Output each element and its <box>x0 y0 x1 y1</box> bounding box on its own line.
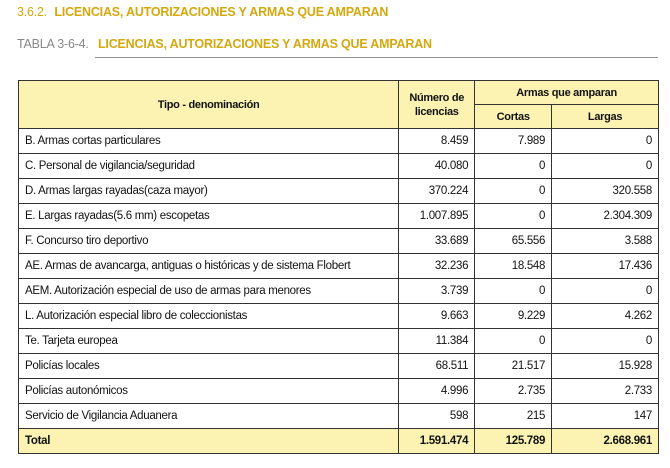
cell-cortas: 21.517 <box>475 354 552 379</box>
table-caption <box>17 37 432 51</box>
header-cortas: Cortas <box>475 105 552 129</box>
cell-tipo: Policías autonómicos <box>19 379 399 404</box>
table-row <box>19 254 659 279</box>
cell-largas: 320.558 <box>552 179 659 204</box>
cell-cortas: 0 <box>475 154 552 179</box>
cell-cortas: 0 <box>475 204 552 229</box>
cell-largas: 4.262 <box>552 304 659 329</box>
cell-tipo: F. Concurso tiro deportivo <box>19 229 399 254</box>
table-row <box>19 304 659 329</box>
table-row <box>19 329 659 354</box>
cell-cortas: 0 <box>475 279 552 304</box>
table-row <box>19 204 659 229</box>
cell-numero: 370.224 <box>399 179 475 204</box>
section-heading <box>17 5 388 19</box>
header-tipo: Tipo - denominación <box>19 81 399 129</box>
cell-largas: 0 <box>552 129 659 154</box>
cell-numero: 11.384 <box>399 329 475 354</box>
total-cortas: 125.789 <box>475 429 552 454</box>
cell-numero: 68.511 <box>399 354 475 379</box>
licenses-table <box>18 80 659 454</box>
cell-tipo: D. Armas largas rayadas(caza mayor) <box>19 179 399 204</box>
cell-tipo: Policías locales <box>19 354 399 379</box>
table-caption-label: TABLA 3-6-4. <box>17 37 89 51</box>
section-number: 3.6.2. <box>17 5 48 19</box>
cell-largas: 2.304.309 <box>552 204 659 229</box>
cell-numero: 1.007.895 <box>399 204 475 229</box>
table-row <box>19 129 659 154</box>
cell-tipo: AEM. Autorización especial de uso de armas para menores <box>19 279 399 304</box>
caption-underline <box>95 57 658 58</box>
cell-numero: 4.996 <box>399 379 475 404</box>
cell-largas: 0 <box>552 329 659 354</box>
cell-tipo: AE. Armas de avancarga, antiguas o históricas y de sistema Flobert <box>19 254 399 279</box>
cell-cortas: 2.735 <box>475 379 552 404</box>
cell-numero: 9.663 <box>399 304 475 329</box>
cell-tipo: C. Personal de vigilancia/seguridad <box>19 154 399 179</box>
cell-cortas: 65.556 <box>475 229 552 254</box>
cell-largas: 147 <box>552 404 659 429</box>
section-title: LICENCIAS, AUTORIZACIONES Y ARMAS QUE AMPARAN <box>54 5 389 19</box>
cell-numero: 598 <box>399 404 475 429</box>
table-row <box>19 279 659 304</box>
total-largas: 2.668.961 <box>552 429 659 454</box>
cell-numero: 32.236 <box>399 254 475 279</box>
cell-numero: 33.689 <box>399 229 475 254</box>
total-row <box>19 429 659 454</box>
header-armas: Armas que amparan <box>475 81 659 105</box>
header-numero: Número de licencias <box>399 81 475 129</box>
cell-cortas: 0 <box>475 329 552 354</box>
cell-tipo: L. Autorización especial libro de coleccionistas <box>19 304 399 329</box>
cell-cortas: 7.989 <box>475 129 552 154</box>
table-row <box>19 379 659 404</box>
cell-tipo: Servicio de Vigilancia Aduanera <box>19 404 399 429</box>
table-row <box>19 154 659 179</box>
cell-tipo: B. Armas cortas particulares <box>19 129 399 154</box>
cell-cortas: 0 <box>475 179 552 204</box>
table-row <box>19 179 659 204</box>
total-label: Total <box>19 429 399 454</box>
cell-largas: 17.436 <box>552 254 659 279</box>
cell-cortas: 18.548 <box>475 254 552 279</box>
total-numero: 1.591.474 <box>399 429 475 454</box>
cell-largas: 0 <box>552 279 659 304</box>
cell-largas: 2.733 <box>552 379 659 404</box>
table-row <box>19 404 659 429</box>
table-row <box>19 354 659 379</box>
cell-numero: 3.739 <box>399 279 475 304</box>
cell-numero: 40.080 <box>399 154 475 179</box>
table-row <box>19 229 659 254</box>
table-caption-title: LICENCIAS, AUTORIZACIONES Y ARMAS QUE AMPARAN <box>98 37 432 51</box>
cell-cortas: 215 <box>475 404 552 429</box>
cell-numero: 8.459 <box>399 129 475 154</box>
cell-cortas: 9.229 <box>475 304 552 329</box>
cell-largas: 15.928 <box>552 354 659 379</box>
cell-tipo: E. Largas rayadas(5.6 mm) escopetas <box>19 204 399 229</box>
cell-largas: 3.588 <box>552 229 659 254</box>
header-largas: Largas <box>552 105 659 129</box>
cell-tipo: Te. Tarjeta europea <box>19 329 399 354</box>
cell-largas: 0 <box>552 154 659 179</box>
